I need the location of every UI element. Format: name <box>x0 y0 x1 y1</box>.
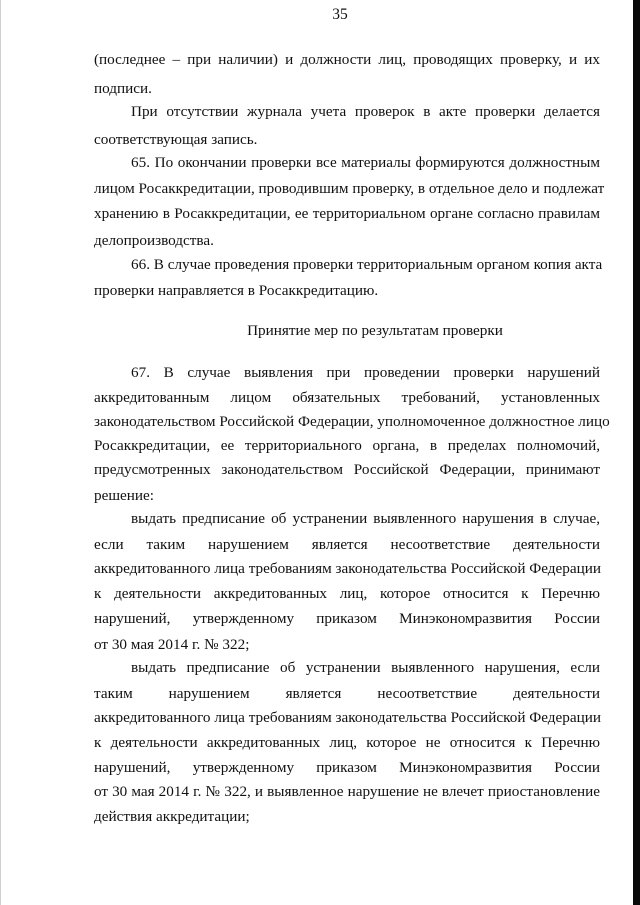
paragraph-line: законодательством Российской Федерации, уполномоченное должностное лицо <box>94 413 610 430</box>
paragraph-line: соответствующая запись. <box>94 131 258 148</box>
paragraph-line: к деятельности аккредитованных лиц, которое относится к Перечню <box>94 585 600 602</box>
paragraph-line: (последнее – при наличии) и должности лиц, проводящих проверку, и их <box>94 51 600 68</box>
paragraph-line: если таким нарушением является несоответствие деятельности <box>94 536 600 553</box>
section-heading: Принятие мер по результатам проверки <box>247 322 503 339</box>
paragraph-line: аккредитованного лица требованиям законодательства Российской Федерации <box>94 709 601 726</box>
paragraph-line: решение: <box>94 487 154 504</box>
paragraph-line: выдать предписание об устранении выявленного нарушения, если <box>131 659 600 676</box>
paragraph-line: аккредитованного лица требованиям законодательства Российской Федерации <box>94 560 601 577</box>
paragraph-line: подписи. <box>94 80 152 97</box>
paragraph-line: Росаккредитации, ее территориального органа, в пределах полномочий, <box>94 437 600 454</box>
scan-edge-left <box>0 0 1 905</box>
paragraph-line: При отсутствии журнала учета проверок в акте проверки делается <box>131 103 600 120</box>
paragraph-line: таким нарушением является несоответствие деятельности <box>94 685 600 702</box>
paragraph-line: аккредитованным лицом обязательных требований, установленных <box>94 389 600 406</box>
paragraph-line: лицом Росаккредитации, проводившим проверку, в отдельное дело и подлежат <box>94 180 605 197</box>
paragraph-line: хранению в Росаккредитации, ее территориальном органе согласно правилам <box>94 205 600 222</box>
paragraph-line: проверки направляется в Росаккредитацию. <box>94 282 379 299</box>
paragraph-line: 67. В случае выявления при проведении проверки нарушений <box>131 364 600 381</box>
paragraph-line: нарушений, утвержденному приказом Минэкономразвития России <box>94 759 600 776</box>
paragraph-line: выдать предписание об устранении выявленного нарушения в случае, <box>131 510 600 527</box>
paragraph-line: нарушений, утвержденному приказом Минэкономразвития России <box>94 610 600 627</box>
paragraph-line: от 30 мая 2014 г. № 322, и выявленное нарушение не влечет приостановление <box>94 783 600 800</box>
paragraph-line: к деятельности аккредитованных лиц, которое не относится к Перечню <box>94 734 600 751</box>
paragraph-line: делопроизводства. <box>94 232 214 249</box>
paragraph-line: 65. По окончании проверки все материалы формируются должностным <box>131 154 600 171</box>
paragraph-line: предусмотренных законодательством Российской Федерации, принимают <box>94 461 600 478</box>
scan-edge-right <box>633 0 640 905</box>
paragraph-line: от 30 мая 2014 г. № 322; <box>94 636 250 653</box>
page-number: 35 <box>332 6 348 23</box>
paragraph-line: действия аккредитации; <box>94 808 250 825</box>
paragraph-line: 66. В случае проведения проверки территориальным органом копия акта <box>131 256 603 273</box>
